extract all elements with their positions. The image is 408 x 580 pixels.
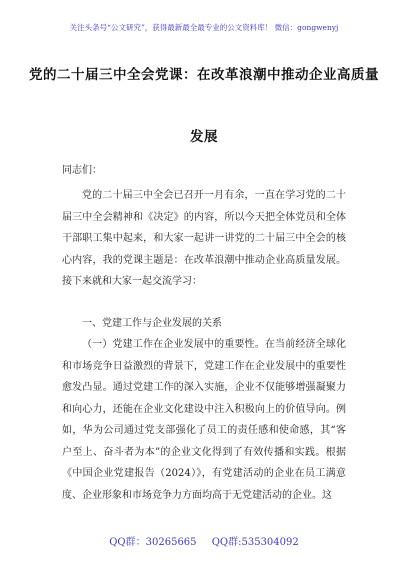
section-heading: 一、党建工作与企业发展的关系 <box>82 318 222 329</box>
paragraph-intro: 党的二十届三中全会已召开一月有余，一直在学习党的二十届三中全会精神和《决定》的内容，所以今天把全体党员和全体干部职工集中起来，和大家一起讲一讲党的二十届三中全会的核心内容，我的党课主题是：在改革浪潮中推动企业高质量发展。接下来就和大家一起交流学习： <box>62 190 346 287</box>
contact-footer <box>0 533 408 548</box>
paragraph-body: （一）党建工作在企业发展中的重要性。在当前经济全球化和市场竞争日益激烈的背景下，党建工作在企业发展中的重要性愈发凸显。通过党建工作的深入实施，企业不仅能够增强凝聚力和向心力，还能在企业文化建设中注入积极向上的价值导向。例如，华为公司通过党支部强化了员工的责任感和使命感，其“客户至上、奋斗者为本”的企业文化得到了有效传播和实践。根据《中国企业党建报告（2024）》，有党建活动的企业在员工满意度、企业形象和市场竞争力方面均高于无党建活动的企业。这 <box>62 339 346 501</box>
document-title-line1: 党的二十届三中全会党课：在改革浪潮中推动企业高质量 <box>29 67 379 83</box>
qq-group-2: QQ群:535304092 <box>211 537 299 548</box>
qq-group-1: QQ群：30265665 <box>109 537 197 548</box>
document-title-line2: 发展 <box>190 129 218 145</box>
promo-header: 关注头条号“公文研究”，获得最新最全最专业的公文资料库！ 微信：gongwenyj <box>69 23 339 32</box>
greeting: 同志们： <box>62 165 102 176</box>
